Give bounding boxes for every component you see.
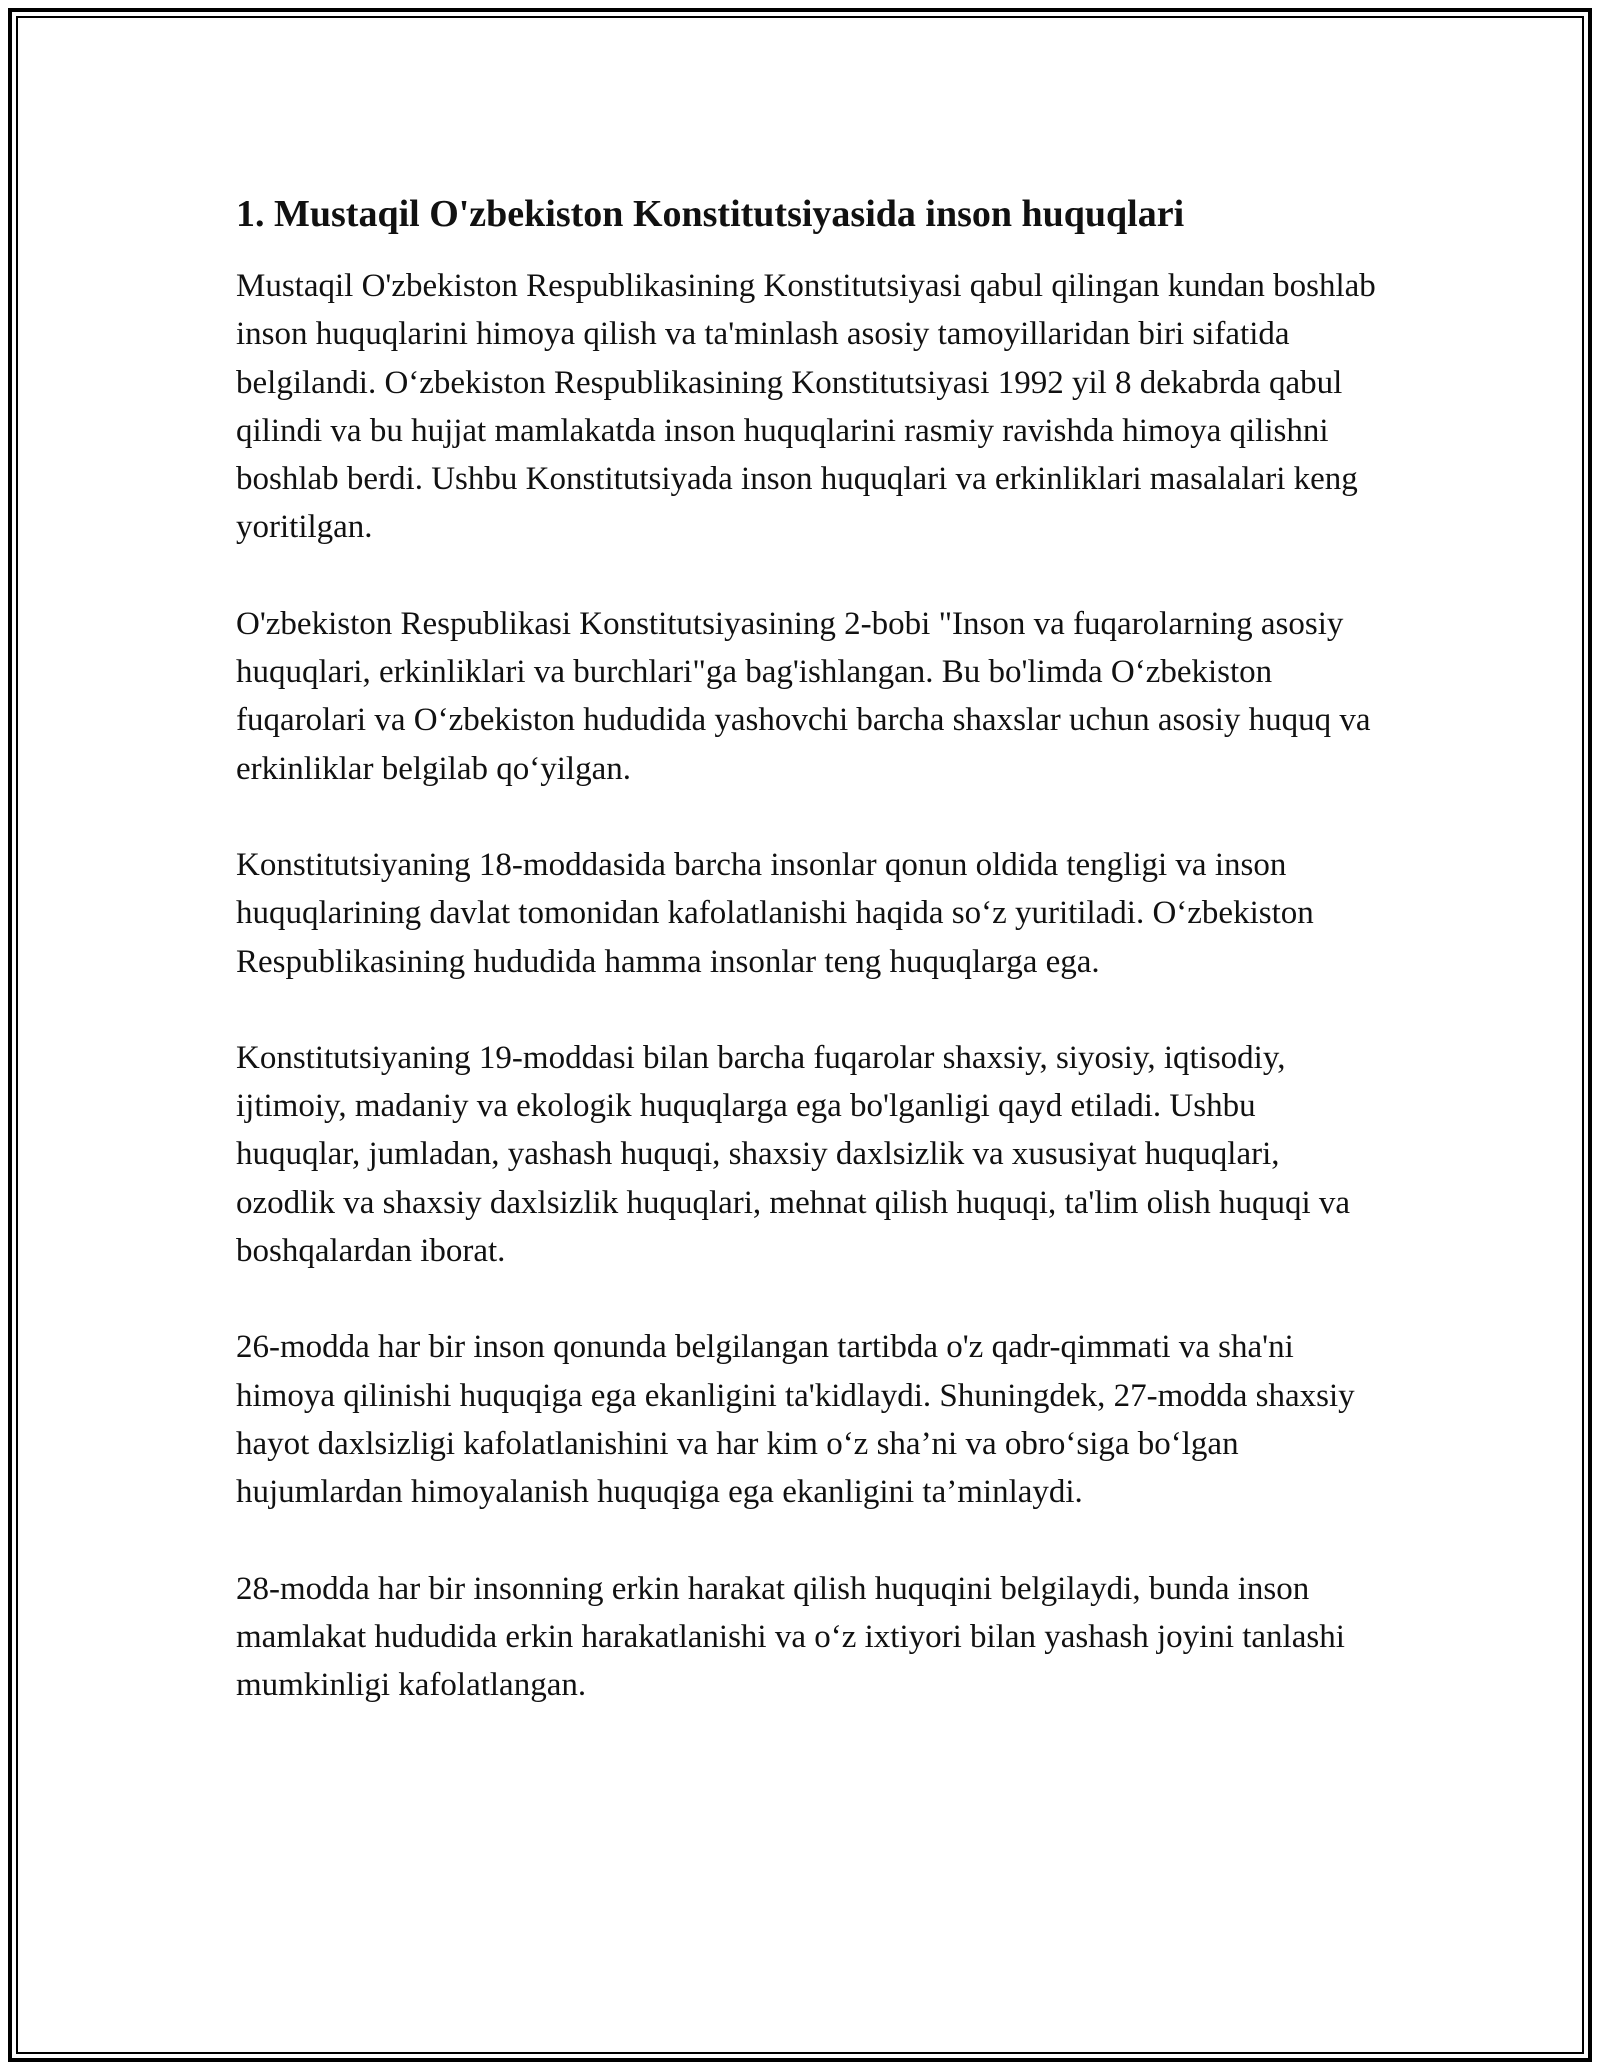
paragraph-article-28: 28-modda har bir insonning erkin harakat qilish huquqini belgilaydi, bunda inson mamlakat hududida erkin harakatlanishi va o‘z ixtiyori bilan yashash joyini tanlashi mumkinligi kafolatlangan.	[236, 1570, 1345, 1704]
document-body	[236, 186, 1376, 1757]
paragraph-article-18: Konstitutsiyaning 18-moddasida barcha insonlar qonun oldida tengligi va inson huquqlarining davlat tomonidan kafolatlanishi haqida so‘z yuritiladi. O‘zbekiston Respublikasining hududida hamma insonlar teng huquqlarga ega.	[236, 846, 1314, 980]
section-title: 1. Mustaqil O'zbekiston Konstitutsiyasida inson huquqlari	[236, 193, 1185, 235]
paragraph-article-19: Konstitutsiyaning 19-moddasi bilan barcha fuqarolar shaxsiy, siyosiy, iqtisodiy, ijtimoiy, madaniy va ekologik huquqlarga ega bo'lganligi qayd etiladi. Ushbu huquqlar, jumladan, yashash huquqi, shaxsiy daxlsizlik va xususiyat huquqlari, ozodlik va shaxsiy daxlsizlik huquqlari, mehnat qilish huquqi, ta'lim olish huquqi va boshqalardan iborat.	[236, 1039, 1351, 1270]
paragraph-chapter-2: O'zbekiston Respublikasi Konstitutsiyasining 2-bobi "Inson va fuqarolarning asosiy huquqlari, erkinliklari va burchlari"ga bag'ishlangan. Bu bo'limda O‘zbekiston fuqarolari va O‘zbekiston hududida yashovchi barcha shaxslar uchun asosiy huquq va erkinliklar belgilab qo‘yilgan.	[236, 605, 1371, 787]
paragraph-articles-26-27: 26-modda har bir inson qonunda belgilangan tartibda o'z qadr-qimmati va sha'ni himoya qilinishi huquqiga ega ekanligini ta'kidlaydi. Shuningdek, 27-modda shaxsiy hayot daxlsizligi kafolatlanishini va har kim o‘z sha’ni va obro‘siga bo‘lgan hujumlardan himoyalanish huquqiga ega ekanligini ta’minlaydi.	[236, 1329, 1355, 1511]
paragraph-constitution-intro: Mustaqil O'zbekiston Respublikasining Konstitutsiyasi qabul qilingan kundan boshlab inson huquqlarini himoya qilish va ta'minlash asosiy tamoyillaridan biri sifatida belgilandi. O‘zbekiston Respublikasining Konstitutsiyasi 1992 yil 8 dekabrda qabul qilindi va bu hujjat mamlakatda inson huquqlarini rasmiy ravishda himoya qilishni boshlab berdi. Ushbu Konstitutsiyada inson huquqlari va erkinliklari masalalari keng yoritilgan.	[236, 268, 1376, 546]
